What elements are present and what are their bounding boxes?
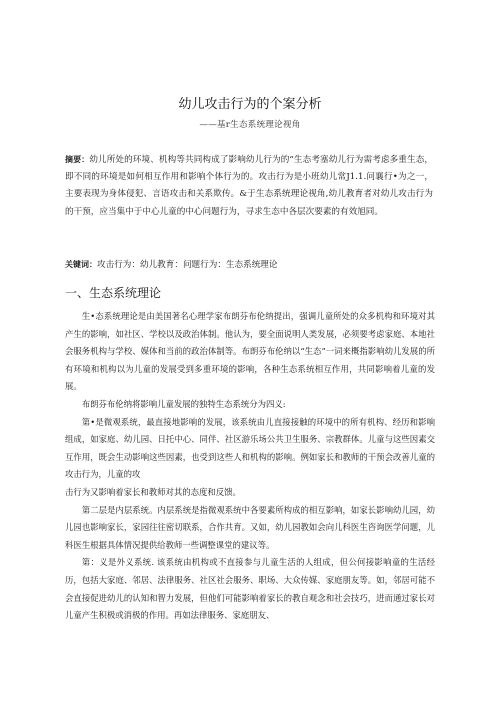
keywords-label: 关键词： (65, 260, 97, 269)
abstract (65, 151, 433, 221)
abstract-text: 幼儿所处的环境、机构等共同构成了影响幼儿行为的“生态考塞幼儿行为需考虑多重生态，即不同的环境是如何相互作用和影响个体行为的。攻击行为是小班幼儿常J1.1.问襄行•为之一，主要表现为身体侵犯、言语攻击和关系欺传。&于生态系统理论视角,幼儿教育者对幼儿攻击行为的干预，应当集中于中心儿童的中心问题行为，寻求生态中各层次要素的有效旭同。 (65, 155, 434, 217)
section-heading: 一、生态系统理论 (65, 286, 162, 300)
keywords (65, 258, 433, 272)
paragraph: 击行为又影响着家长和教师对其的态度和反馈。 (65, 486, 241, 497)
abstract-label: 摘要： (65, 155, 90, 164)
paragraph: 第•是微观系统，最直接地影响的发展，该系统由儿直接接触的环境中的所有机构、经历和影响组成，如家庭、幼儿园、日托中心、同伴、社区游乐场公共卫生服务、宗教群体。儿童与这些因素交互作用，既会生动影响这些因素，也受到这些人和机构的影响。例如家长和教师的干预会改善儿童的攻击行为，儿童的攻 (65, 416, 435, 480)
paragraph: 布朗芬布伦纳将影响儿童发展的独特生态系统分为四义: (81, 398, 286, 409)
document-subtitle: ——基r生态系统理论视角 (199, 120, 301, 130)
paragraph: 第二层是内层系统。内层系统是指微观系统中各要素所构成的相互影响，如家长影响幼儿园，幼儿园也影响家长，家园往往密切联系，合作共育。又如，幼儿园教如会向儿科医生咨询医学问题，儿科医生根据具体情况提供给教师一些调整课堂的建议等。 (65, 504, 435, 550)
paragraph: 第：义是外义系统. 该系统由机构或不直接参与儿童生活的人组成，但公何接影响童的生活经历，包括大家庭、邻居、法律服务、社区社会服务、职场、大众传媒、家庭朋友等。如，邻居可能不会直接促进幼儿的认知和智力发展，但他们可能影响着家长的教自观念和社会技巧，进而通过家长对儿童产生积极或消极的作用。再如法律服务、家庭朋友、 (65, 557, 435, 621)
body-text (65, 308, 435, 625)
keywords-text: 攻击行为：幼儿教育：问题行为：生态系统理论 (97, 260, 278, 270)
document-title: 幼儿攻击行为的个案分析 (178, 97, 322, 112)
paragraph: 生•态系统理论是由美国著名心理学家布朗芬布伦纳提出，强调儿童所处的众多机构和环境对其产生的影响，如社区、学校以及政治体制。他认为，要全面说明人类发展，必须要考虑家庭、本地社会服务机构与学校、媒体和当前的政治体制等。布朗芬布伦纳以“生态”一词来概指影响幼儿发展的所有环境和机构以为儿童的发展受到多重环境的影响，各种生态系统相互作用，共同影响着儿童的发展。 (65, 311, 435, 392)
